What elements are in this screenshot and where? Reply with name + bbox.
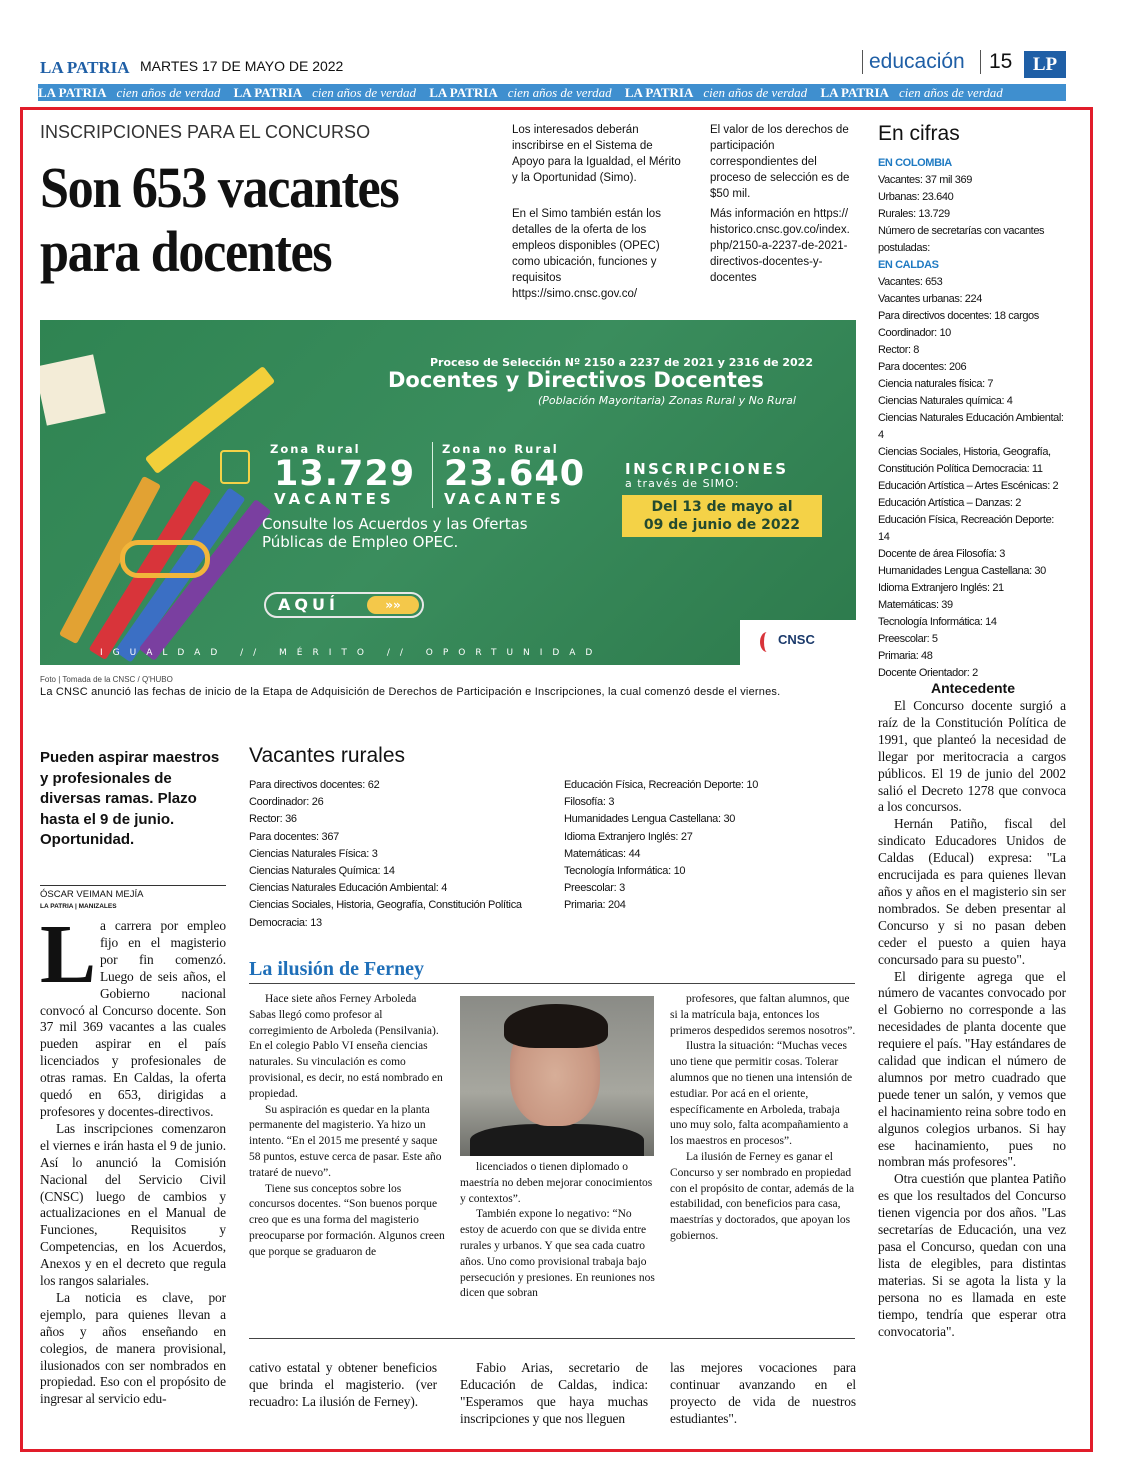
cifras-item: Urbanas: 23.640 [878,191,954,203]
norural-unit: VACANTES [444,490,565,508]
paragraph: Las inscripciones comenzaron el viernes e irán hasta el 9 de junio. Así lo anunció la Comisión Nacional del Servicio Civil (CNSC) luego de cambios y actualizaciones en el Manual de Funciones, Requisitos y Competencias, en los Acuerdos, Anexos y en el decreto que regula los rangos salariales. [40,1120,226,1289]
cifras-item: Docente Orientador: 2 [878,667,978,679]
info-block-3: El valor de los derechos de participación correspondientes del proceso de selección es de $50 mil. [710,124,850,200]
dates-line-1: Del 13 de mayo al [651,499,793,515]
rurales-item: Tecnología Informática: 10 [564,865,686,878]
paragraph: También expone lo negativo: “No estoy de acuerdo con que se divida entre rurales y urbanos. Y que sea cada cuatro años. Uno como provisional trabaja bajo persecución y presiones. En reuniones nos dicen que sobran [460,1208,655,1300]
rurales-item: Educación Física, Recreación Deporte: 10 [564,779,759,791]
cifras-item: Ciencias Naturales química: 4 [878,395,1013,407]
paragraph: cativo estatal y obtener beneficios que brinda el magisterio. (ver recuadro: La ilusión de Ferney). [249,1360,437,1409]
ferney-portrait-photo [460,996,654,1156]
cifras-item: Docente de área Filosofía: 3 [878,548,1005,560]
rurales-item: Preescolar: 3 [564,882,625,895]
norural-value: 23.640 [444,454,586,494]
byline-place: LA PATRIA | MANIZALES [40,903,117,910]
cifras-item: Coordinador: 10 [878,327,951,339]
paragraph: El dirigente agrega que el número de vacantes convocado por el Gobierno no corresponde a las necesidades de planta docente que requiere el país. "Hay estándares de calidad que indican el número de alumnos por metro cuadrado que puede tener un salón, y vemos que el hacinamiento reina sobre todo en algunos colegios urbanos. Si hay ese hacinamiento, pues no nombran más profesores". [878,968,1066,1170]
photo-credit: Foto | Tomada de la CNSC / Q'HUBO [40,675,173,684]
paragraph: licenciados o tienen diplomado o maestría no deben mejorar conocimientos y contextos”. [460,1161,653,1205]
dates-line-2: 09 de junio de 2022 [643,517,801,533]
strip-slogan: cien años de verdad [703,85,808,100]
kicker: INSCRIPCIONES PARA EL CONCURSO [40,122,371,142]
rurales-item: Rector: 36 [249,813,297,826]
cifras-item: Educación Artística – Artes Escénicas: 2 [878,480,1059,492]
cifras-item: Preescolar: 5 [878,633,938,645]
aqui-label: AQUÍ [278,595,339,614]
paragraph: Su aspiración es quedar en la planta permanente del magisterio. Ya hizo un intento. “En el 2015 me presenté y saque 58 puntos, estuve cerca de pasar. Este año trataré de nuevo”. [249,1103,442,1179]
article-column-3 [460,1360,648,1428]
paragraph: las mejores vocaciones para continuar avanzando en el proyecto de vida de nuestros estudiantes". [670,1360,856,1426]
cifras-item: Educación Física, Recreación Deporte: 14 [878,514,1054,543]
rurales-item: Ciencias Naturales Física: 3 [249,847,378,860]
rural-unit: VACANTES [274,490,395,508]
strip-logo: LA PATRIA [624,85,694,100]
aqui-button [264,592,424,618]
cifras-item: Humanidades Lengua Castellana: 30 [878,565,1046,577]
rurales-item: Para docentes: 367 [249,830,340,843]
strip-logo: LA PATRIA [820,85,889,100]
rurales-item: Humanidades Lengua Castellana: 30 [564,813,736,826]
arrow-right-icon: »» [367,596,419,614]
strip-logo: LA PATRIA [38,85,107,100]
strip-slogan: cien años de verdad [312,85,416,100]
cifras-item: Vacantes urbanas: 224 [878,293,982,305]
lp-logo: LP [1024,51,1066,78]
paragraph: profesores, que faltan alumnos, que si la matrícula baja, entonces los primeros despedidos seremos nosotros”. [670,993,856,1037]
paragraph: El Concurso docente surgió a raíz de la Constitución Política de 1991, que planteó la necesidad de llegar por meritocracia a cargos públicos. El 19 de junio del 2002 salió el Decreto 1278 que convoca a los concursos. [878,698,1066,815]
article-column-4 [670,1360,856,1428]
rurales-item: Ciencias Naturales Educación Ambiental: 4 [249,882,448,895]
shirt-graphic [470,1124,644,1156]
cifras-item: Tecnología Informática: 14 [878,616,997,628]
byline-name: ÓSCAR VEIMAN MEJÍA [40,889,144,900]
cnsc-emblem-icon [760,632,774,652]
banner-footer: IGUALDAD // MÉRITO // OPORTUNIDAD [100,648,603,658]
strip-slogan: cien años de verdad [898,85,1003,100]
paragraph: La ilusión de Ferney es ganar el Concurso y ser nombrado en propiedad con el propósito de contar, además de la estabilidad, con beneficios para casa, maestrías y doctorados, que apoyan los gobiernos. [670,1150,855,1242]
inscripciones-via: a través de SIMO: [625,477,740,490]
cifras-item: Primaria: 48 [878,650,933,662]
paragraph: La noticia es clave, por ejemplo, para quienes llevan a años y años enseñando en colegios, de manera provisional, ilusionados con ser nombrados en propiedad. Eso con el propósito de ingresar al servicio edu- [40,1289,226,1407]
antecedente-title: Antecedente [930,680,1016,696]
rurales-item: Ciencias Sociales, Historia, Geografía, Constitución Política Democracia: 13 [249,899,522,929]
ferney-column-2 [460,1160,656,1302]
banner-process: Proceso de Selección Nº 2150 a 2237 de 2021 y 2316 de 2022 [430,356,813,369]
article-column-2 [249,1360,437,1411]
rural-label: Zona Rural [270,442,361,456]
paragraph: Otra cuestión que plantea Patiño es que los resultados del Concurso tienen vigencia por dos años. "Las secretarías de Educación, una vez pasa el Concurso, quedan con una lista de elegibles, para distintas materias. Si se agota la lista y la persona no es llamada en este tiempo, tendría que esperar otra convocatoria". [878,1171,1066,1339]
rurales-item: Coordinador: 26 [249,796,324,809]
cifras-item: Rurales: 13.729 [878,208,950,220]
banner-divider [432,442,433,508]
rurales-item: Filosofía: 3 [564,796,615,809]
cifras-colombia-head: EN COLOMBIA [878,157,952,169]
cifras-caldas-head: EN CALDAS [878,259,939,271]
rurales-item: Primaria: 204 [564,899,626,912]
banner-title: Docentes y Directivos Docentes [388,368,764,392]
glasses-graphic [120,540,210,578]
page-number: 15 [980,50,1012,74]
cifras-item: Para directivos docentes: 18 cargos [878,310,1039,322]
strip-logo: LA PATRIA [429,85,498,100]
cifras-item: Para docentes: 206 [878,361,967,373]
cifras-item: Ciencias Naturales Educación Ambiental: 4 [878,412,1064,441]
section-name: educación [862,50,965,74]
paragraph: Hace siete años Ferney Arboleda Sabas llegó como profesor al corregimiento de Arboleda (Pensilvania). En el colegio Pablo VI enseña ciencias naturales. Su vinculación es como provisional, es decir, no está nombrado en propiedad. [249,993,443,1100]
antecedente-body [878,698,1066,1340]
paragraph: Hernán Patiño, fiscal del sindicato Educadores Unidos de Caldas (Educal) expresa: "La encrucijada es para quienes llevan años y años en el magisterio sin ser nombrados. Se deben presentar al Concurso y si no pasan deben ceder el puesto a quien haya concursado para su puesto". [878,816,1066,967]
banner-subtitle: (Población Mayoritaria) Zonas Rural y No Rural [538,394,796,407]
rurales-item: Matemáticas: 44 [564,847,641,860]
strip-slogan: cien años de verdad [116,85,221,100]
cnsc-banner-image [40,320,856,665]
info-block-2: En el Simo también están los detalles de la oferta de los empleos disponibles (OPEC) como ubicación, funciones y requisitos https://simo.cnsc.gov.co/ [512,208,661,300]
slogan-strip [38,84,1066,101]
consulte-line-2: Públicas de Empleo OPEC. [262,533,459,551]
rurales-item: Idioma Extranjero Inglés: 27 [564,830,693,843]
ferney-column-3 [670,992,856,1245]
strip-slogan: cien años de verdad [507,85,612,100]
issue-date: MARTES 17 DE MAYO DE 2022 [140,58,344,74]
inscripciones-label: INSCRIPCIONES [625,460,789,478]
lede: Pueden aspirar maestros y profesionales de diversas ramas. Plazo hasta el 9 de junio. Oportunidad. [40,749,220,848]
cifras-item: Número de secretarías con vacantes postuladas: [878,225,1045,254]
cifras-title: En cifras [878,122,960,145]
cifras-item: Ciencia naturales física: 7 [878,378,994,390]
hair-graphic [504,1004,608,1048]
rurales-list-right [564,777,854,915]
cifras-item: Matemáticas: 39 [878,599,953,611]
drop-cap: L [40,908,96,1001]
rurales-item: Para directivos docentes: 62 [249,779,380,791]
pencil-graphic [145,366,276,474]
cifras-item: Ciencias Sociales, Historia, Geografía, Constitución Política Democracia: 11 [878,446,1051,475]
article-column-1 [40,908,226,1408]
note-paper-graphic [40,354,106,425]
cifras-item: Educación Artística – Danzas: 2 [878,497,1021,509]
paragraph: Tiene sus conceptos sobre los concursos docentes. “Son buenos porque creo que es una forma del magisterio preocuparse por formación. Algunos creen que porque se graduaron de [249,1182,445,1258]
norural-label: Zona no Rural [442,442,559,456]
rurales-item: Ciencias Naturales Química: 14 [249,865,395,878]
info-block-4: Más información en https:// historico.cnsc.gov.co/index. php/2150-a-2237-de-2021- directivos-docentes-y- docentes [710,208,850,284]
cifras-list [878,155,1068,682]
cifras-item: Vacantes: 37 mil 369 [878,174,972,186]
strip-logo: LA PATRIA [233,85,303,100]
cifras-item: Vacantes: 653 [878,276,943,288]
search-document-icon [220,450,250,484]
paragraph [40,908,226,1121]
consulte-text [262,515,528,551]
paragraph-text: a carrera por empleo fijo en el magisterio por fin comenzó. Luego de seis años, el Gobierno nacional convocó al Concurso docente. Son 37 mil 369 vacantes a las cuales pueden aspirar en el país licenciados y profesionales de otras ramas. En Caldas, la oferta quedó en 653, dirigidas a profesores y docentes-directivos. [40,918,226,1119]
newspaper-logo: LA PATRIA [40,58,130,77]
paragraph: Ilustra la situación: “Muchas veces uno tiene que permitir cosas. Tolerar alumnos que no tienen una intensión de estudiar. Por acá en el oriente, específicamente en Arboleda, trabaja uno muy solo, falta acompañamiento a los maestros en procesos”. [670,1040,853,1148]
info-block-1: Los interesados deberán inscribirse en el Sistema de Apoyo para la Igualdad, el Mérito y la Oportunidad (Simo). [512,124,681,184]
cnsc-logo [740,620,856,665]
cifras-item: Rector: 8 [878,344,920,356]
ferney-column-1 [249,992,445,1261]
byline [40,885,226,910]
cnsc-wordmark: CNSC [778,632,815,647]
vacantes-rurales-title: Vacantes rurales [249,744,406,767]
rural-value: 13.729 [274,454,416,494]
ferney-box-title: La ilusión de Ferney [249,958,855,984]
box-rule [249,1338,855,1339]
consulte-line-1: Consulte los Acuerdos y las Ofertas [262,515,528,533]
rurales-list-left [249,777,547,932]
paragraph: Fabio Arias, secretario de Educación de Caldas, indica: "Esperamos que haya muchas inscripciones y que nos lleguen [460,1360,648,1426]
headline: Son 653 vacantes para docentes [40,155,399,284]
photo-caption: La CNSC anunció las fechas de inicio de la Etapa de Adquisición de Derechos de Participación e Inscripciones, la cual comenzó desde el viernes. [40,686,781,698]
cifras-item: Idioma Extranjero Inglés: 21 [878,582,1004,594]
dates-box [622,495,822,537]
